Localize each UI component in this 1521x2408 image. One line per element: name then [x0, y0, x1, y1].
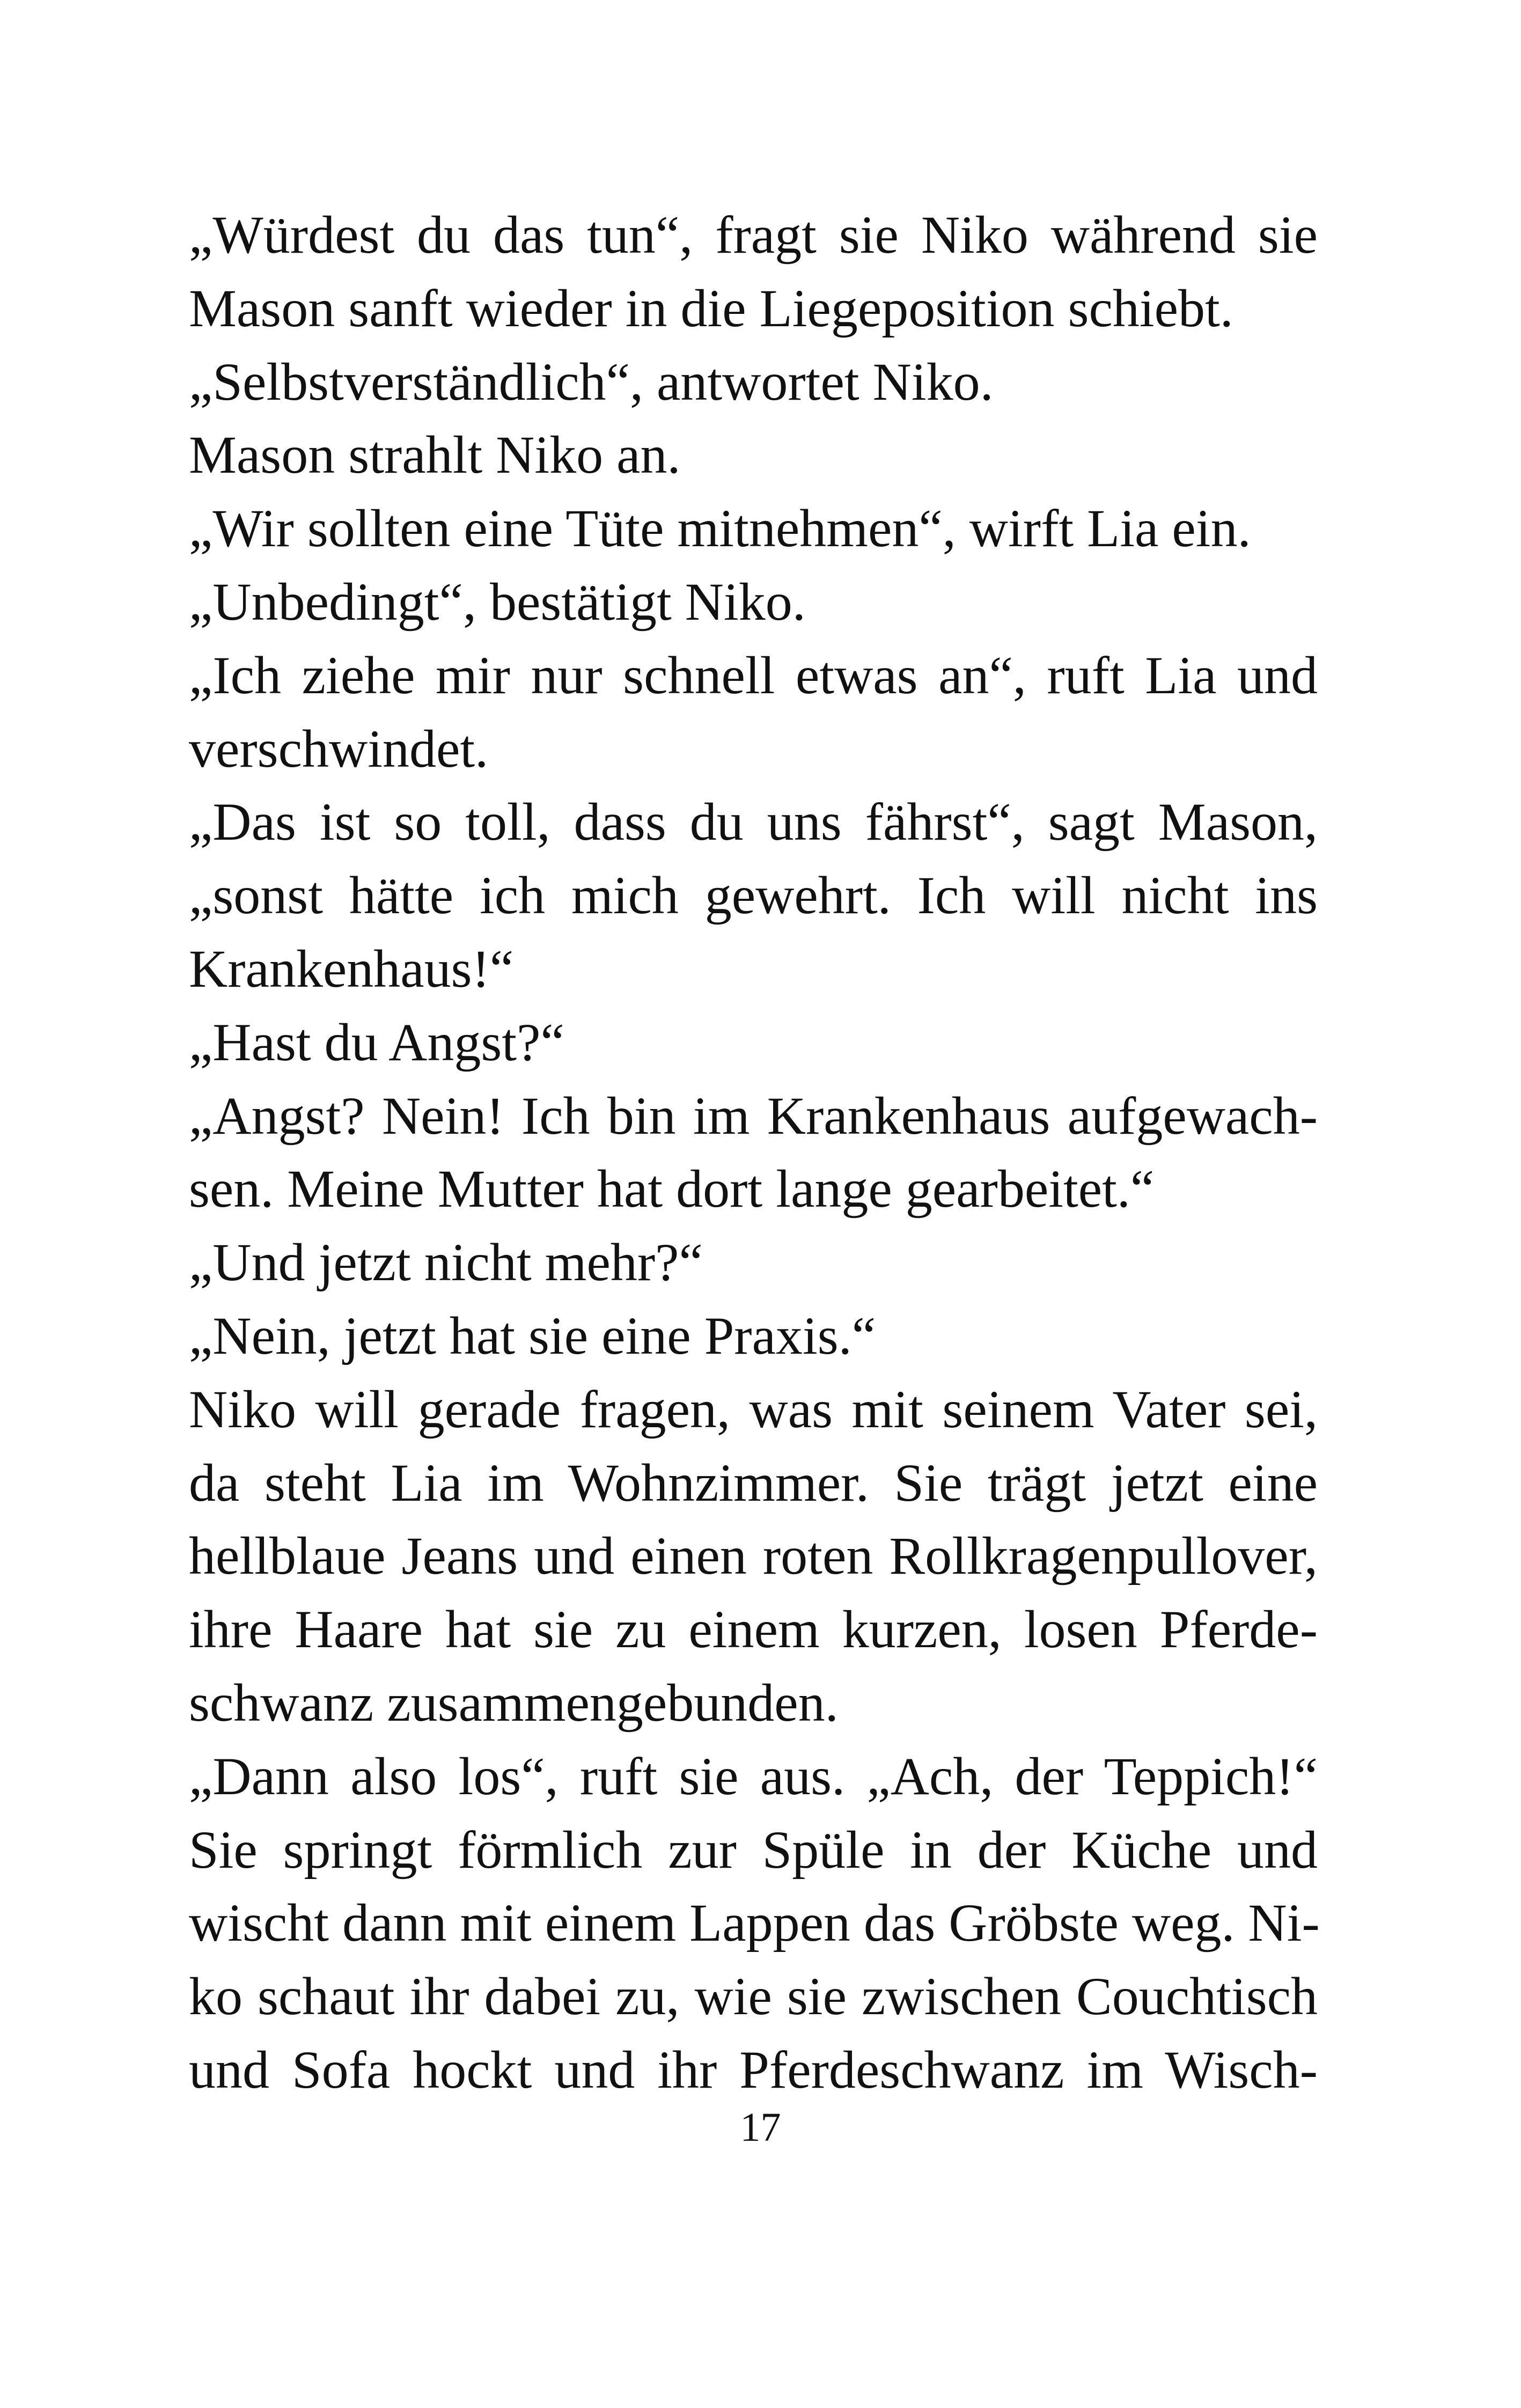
text-line: „Und jetzt nicht mehr?“ — [189, 1232, 703, 1293]
text-line: hellblaue Jeans und einen roten Rollkragenpullover, — [189, 1526, 1318, 1586]
text-line: Mason sanft wieder in die Liegeposition schiebt. — [189, 278, 1233, 338]
text-line: „Das ist so toll, dass du uns fährst“, sagt Mason, — [189, 792, 1318, 852]
text-line: sen. Meine Mutter hat dort lange gearbeitet.“ — [189, 1159, 1155, 1219]
text-line: schwanz zusammengebunden. — [189, 1672, 839, 1732]
text-line: „Angst? Nein! Ich bin im Krankenhaus aufgewach- — [189, 1085, 1318, 1146]
text-line: da steht Lia im Wohnzimmer. Sie trägt jetzt eine — [189, 1452, 1318, 1513]
text-line: und Sofa hockt und ihr Pferdeschwanz im Wisch- — [189, 2039, 1318, 2099]
text-line: Sie springt förmlich zur Spüle in der Küche und — [189, 1819, 1318, 1880]
text-line: ihre Haare hat sie zu einem kurzen, losen Pferde- — [189, 1599, 1318, 1660]
text-line: wischt dann mit einem Lappen das Gröbste weg. Ni- — [189, 1893, 1320, 1953]
text-line: Krankenhaus!“ — [189, 938, 514, 999]
text-line: ko schaut ihr dabei zu, wie sie zwischen Couchtisch — [189, 1966, 1318, 2027]
text-line: „Hast du Angst?“ — [189, 1012, 564, 1072]
text-line: Niko will gerade fragen, was mit seinem Vater sei, — [189, 1379, 1318, 1439]
text-line: „sonst hätte ich mich gewehrt. Ich will nicht ins — [189, 865, 1318, 926]
body-text — [189, 199, 1318, 2107]
text-line: „Wir sollten eine Tüte mitnehmen“, wirft Lia ein. — [189, 498, 1251, 559]
text-line: „Unbedingt“, bestätigt Niko. — [189, 571, 806, 632]
text-line: „Dann also los“, ruft sie aus. „Ach, der Teppich!“ — [189, 1746, 1318, 1806]
text-line: verschwindet. — [189, 718, 489, 779]
text-line: „Nein, jetzt hat sie eine Praxis.“ — [189, 1305, 876, 1365]
page-number: 17 — [740, 2105, 781, 2150]
text-line: „Würdest du das tun“, fragt sie Niko während sie — [189, 205, 1318, 265]
text-line: „Selbstverständlich“, antwortet Niko. — [189, 351, 994, 412]
text-line: „Ich ziehe mir nur schnell etwas an“, ruft Lia und — [189, 645, 1318, 705]
text-line: Mason strahlt Niko an. — [189, 425, 681, 485]
